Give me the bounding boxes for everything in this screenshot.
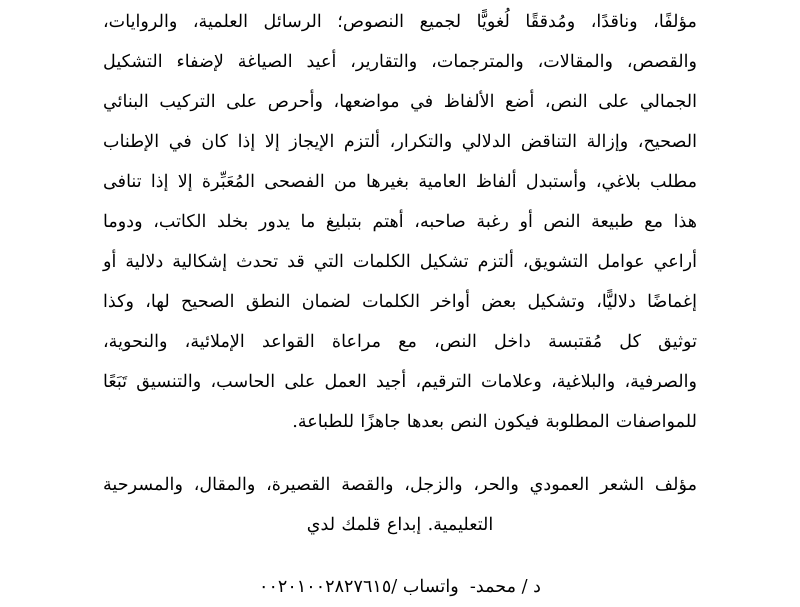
- text-line: أراعي عوامل التشويق، ألتزم تشكيل الكلمات التي قد تحدث إشكالية دلالية أو: [103, 252, 697, 272]
- text-line: هذا مع طبيعة النص أو رغبة صاحبه، أهتم بتبليغ ما يدور بخلد الكاتب، ودوما: [103, 212, 697, 232]
- text-line: إغماضًا دلاليًّا، وتشكيل بعض أواخر الكلمات لضمان النطق الصحيح لها، وكذا: [103, 292, 697, 312]
- text-line: التعليمية. إبداع قلمك لدي: [306, 515, 494, 535]
- text-line: مطلب بلاغي، وأستبدل ألفاظ العامية بغيرها من الفصحى المُعَبِّرة إلا إذا تنافى: [103, 172, 697, 192]
- text-line: توثيق كل مُقتبسة داخل النص، مع مراعاة القواعد الإملائية، والنحوية،: [103, 332, 697, 352]
- text-line: الجمالي على النص، أضع الألفاظ في مواضعها، وأحرص على التركيب البنائي: [103, 92, 697, 112]
- text-line: والقصص، والمقالات، والمترجمات، والتقارير، أعيد الصياغة لإضفاء التشكيل: [103, 52, 697, 72]
- contact-line: د / محمد- واتساب /٠٠٢٠١٠٠٢٨٢٧٦١٥: [259, 577, 541, 597]
- document-text-body: [103, 2, 697, 607]
- paragraph-works: [103, 465, 697, 545]
- text-line: مؤلف الشعر العمودي والحر، والزجل، والقصة القصيرة، والمقال، والمسرحية: [103, 475, 697, 495]
- text-line: مؤلفًا، وناقدًا، ومُدققًا لُغويًّا لجميع النصوص؛ الرسائل العلمية، والروايات،: [103, 12, 697, 32]
- text-line: للمواصفات المطلوبة فيكون النص بعدها جاهزًا للطباعة.: [292, 412, 697, 432]
- text-line: الصحيح، وإزالة التناقض الدلالي والتكرار، ألتزم الإيجاز إلا إذا كان في الإطناب: [103, 132, 697, 152]
- text-line: والصرفية، والبلاغية، وعلامات الترقيم، أجيد العمل على الحاسب، والتنسيق تَبَعًا: [103, 372, 697, 392]
- paragraph-intro: [103, 2, 697, 442]
